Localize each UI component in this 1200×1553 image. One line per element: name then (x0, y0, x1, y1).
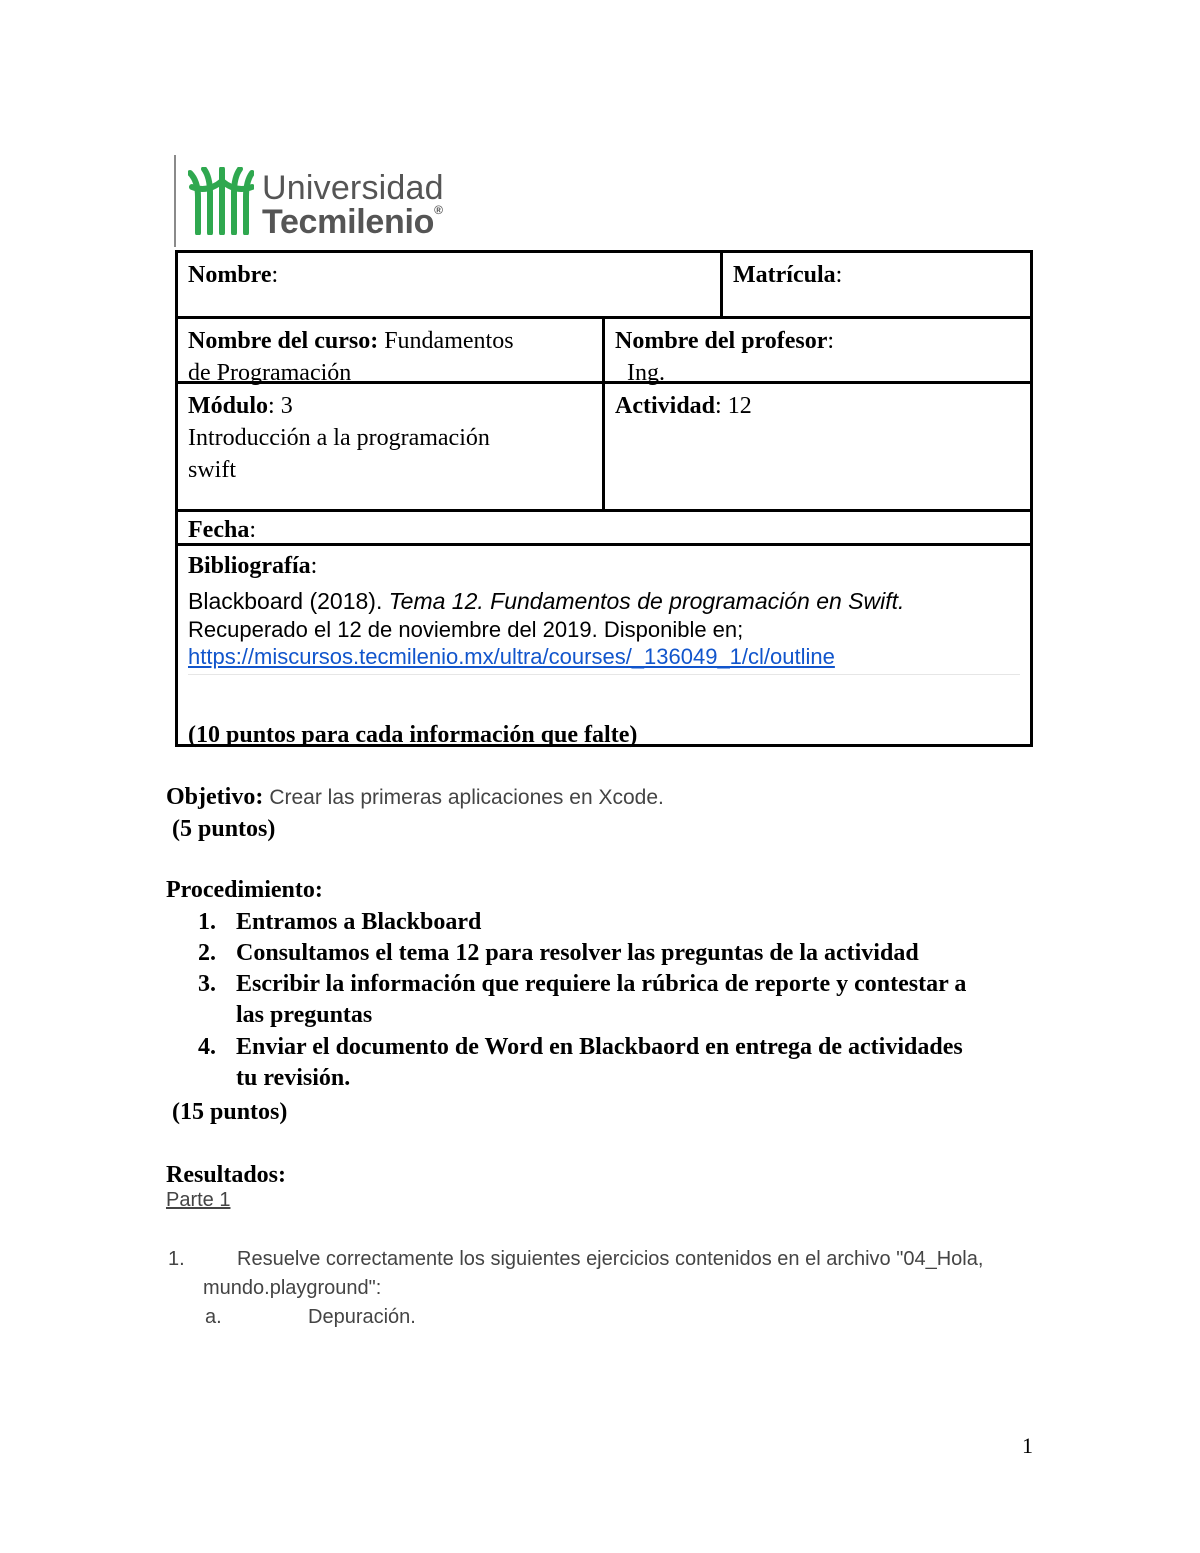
university-logo (174, 155, 454, 247)
actividad-cell: Actividad: 12 (602, 381, 1033, 512)
biblio-entry (188, 586, 1020, 616)
question-1-text-cont: mundo.playground": (203, 1277, 382, 1299)
list-number: 2. (198, 940, 216, 966)
curso-cell (175, 316, 605, 384)
biblio-retrieved: Recuperado el 12 de noviembre del 2019. Disponible en; (188, 617, 744, 642)
question-1-number: 1. (168, 1248, 185, 1270)
modulo-cell: Módulo: 3 Introducción a la programación swift (175, 381, 605, 512)
profesor-cell: Nombre del profesor: Ing. (602, 316, 1033, 384)
logo-text-universidad: Universidad (262, 169, 444, 207)
resultados-label: Resultados: (166, 1162, 287, 1188)
modulo-label: Módulo (188, 393, 269, 419)
actividad-value: 12 (727, 393, 752, 419)
fecha-label: Fecha (188, 517, 250, 543)
bibliografia-label: Bibliografía (188, 553, 311, 579)
question-1-text: Resuelve correctamente los siguientes ejercicios contenidos en el archivo "04_Hola, (237, 1248, 984, 1270)
objetivo-text: Crear las primeras aplicaciones en Xcode. (269, 786, 664, 809)
fecha-cell: Fecha: (175, 509, 1033, 546)
biblio-author: Blackboard (2018). (188, 588, 383, 614)
sub-item-letter: a. (205, 1306, 222, 1328)
matricula-cell: Matrícula: (720, 250, 1033, 319)
list-number: 4. (198, 1034, 216, 1060)
biblio-url-link[interactable]: https://miscursos.tecmilenio.mx/ultra/courses/_136049_1/cl/outline (188, 644, 835, 669)
objetivo-label: Objetivo: (166, 784, 264, 810)
curso-value-cont: de Programación (188, 360, 352, 386)
modulo-value: 3 (280, 393, 293, 419)
profesor-value: Ing. (627, 360, 665, 386)
curso-value: Fundamentos (384, 328, 514, 354)
list-text: Entramos a Blackboard (236, 909, 482, 935)
list-number: 1. (198, 909, 216, 935)
logo-divider (174, 155, 176, 247)
objetivo-points: (5 puntos) (172, 816, 276, 842)
bibliografia-cell: Bibliografía: Blackboard (2018). Tema 12. Fundamentos de programación en Swift. Recuperado el 12 de noviembre del 2019. Disponible en; https://miscursos.tecmilenio.mx/ultra/courses/_136049_1/cl/outline (10 puntos para cada información que falte) (175, 543, 1033, 747)
sub-item-text: Depuración. (308, 1306, 416, 1328)
procedimiento-label: Procedimiento: (166, 877, 323, 903)
objetivo-line (166, 781, 664, 814)
list-text: Escribir la información que requiere la rúbrica de reporte y contestar a las preguntas (236, 971, 967, 1028)
parte-1-heading: Parte 1 (166, 1189, 231, 1211)
missing-info-note: (10 puntos para cada información que falte) (188, 722, 638, 748)
biblio-title: Tema 12. Fundamentos de programación en Swift. (388, 588, 905, 614)
actividad-label: Actividad (615, 393, 716, 419)
logo-text-tecmilenio: Tecmilenio® (262, 203, 443, 241)
modulo-desc: Introducción a la programación (188, 425, 490, 451)
nombre-cell: Nombre: (175, 250, 723, 319)
list-text: Consultamos el tema 12 para resolver las preguntas de la actividad (236, 940, 919, 966)
list-number: 3. (198, 971, 216, 997)
biblio-divider (188, 674, 1020, 675)
list-text: Enviar el documento de Word en Blackbaord en entrega de actividades tu revisión. (236, 1034, 963, 1091)
procedimiento-points: (15 puntos) (172, 1099, 288, 1125)
modulo-desc-cont: swift (188, 457, 236, 483)
tecmilenio-leaf-icon (188, 167, 254, 235)
page-number: 1 (1022, 1433, 1033, 1458)
profesor-label: Nombre del profesor (615, 328, 828, 354)
curso-label: Nombre del curso: (188, 328, 379, 354)
matricula-label: Matrícula (733, 262, 836, 288)
nombre-label: Nombre (188, 262, 272, 288)
